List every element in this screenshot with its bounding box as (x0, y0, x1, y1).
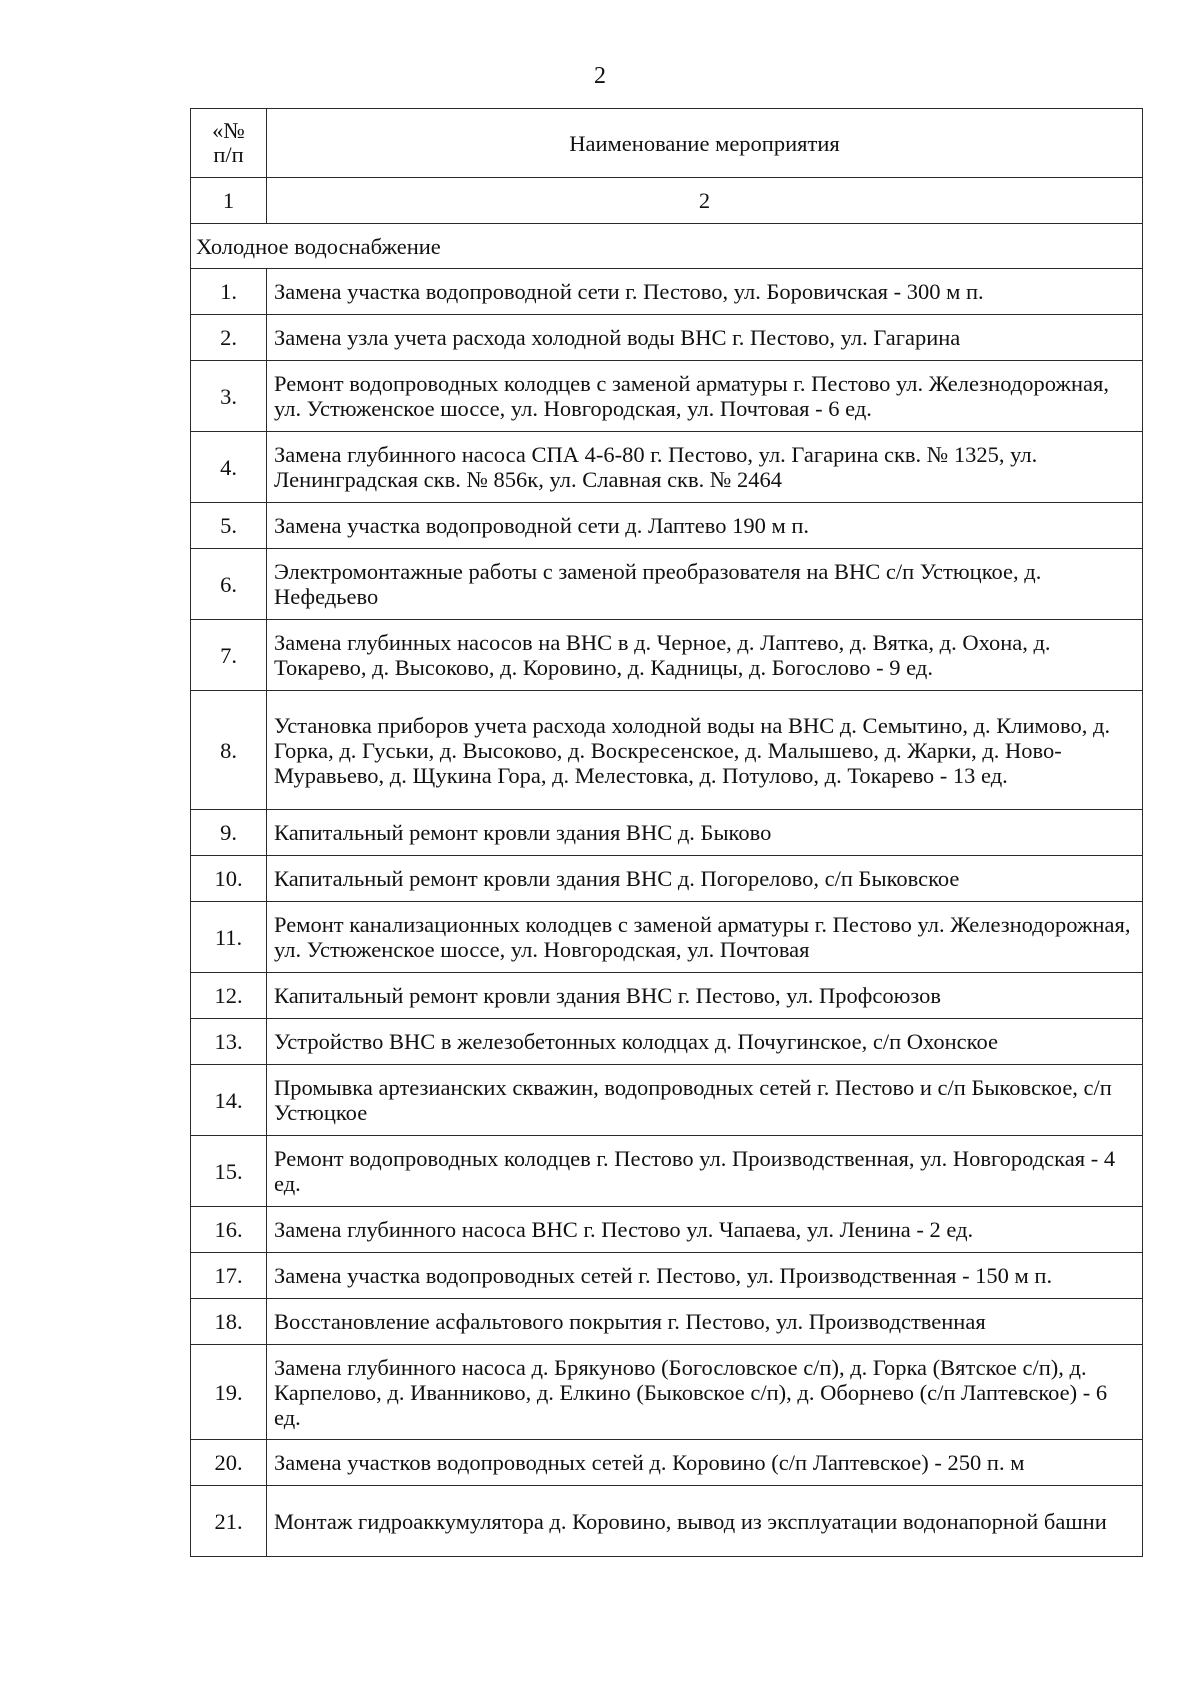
table-row (191, 973, 1143, 1019)
table-row (191, 549, 1143, 620)
section-title: Холодное водоснабжение (191, 224, 1143, 269)
row-measure-text: Установка приборов учета расхода холодной воды на ВНС д. Семытино, д. Климово, д. Горка, д. Гуськи, д. Высоково, д. Воскресенское, д. Малышево, д. Жарки, д. Ново-Муравьево, д. Щукина Гора, д. Мелестовка, д. Потулово, д. Токарево - 13 ед. (267, 691, 1143, 810)
row-measure-text: Ремонт водопроводных колодцев г. Пестово ул. Производственная, ул. Новгородская - 4 ед. (267, 1136, 1143, 1207)
row-number: 11. (191, 902, 267, 973)
row-number: 15. (191, 1136, 267, 1207)
row-measure-text: Промывка артезианских скважин, водопроводных сетей г. Пестово и с/п Быковское, с/п Устюцкое (267, 1065, 1143, 1136)
table-row (191, 503, 1143, 549)
row-number: 14. (191, 1065, 267, 1136)
table-row (191, 620, 1143, 691)
section-row (191, 224, 1143, 269)
row-measure-text: Устройство ВНС в железобетонных колодцах д. Почугинское, с/п Охонское (267, 1019, 1143, 1065)
header-number-line1: «№ (212, 118, 245, 143)
row-number: 21. (191, 1486, 267, 1557)
row-measure-text: Электромонтажные работы с заменой преобразователя на ВНС с/п Устюцкое, д. Нефедьево (267, 549, 1143, 620)
row-measure-text: Капитальный ремонт кровли здания ВНС д. Быково (267, 810, 1143, 856)
row-number: 6. (191, 549, 267, 620)
table-row (191, 1065, 1143, 1136)
row-number: 16. (191, 1207, 267, 1253)
header-name-cell: Наименование мероприятия (267, 109, 1143, 178)
table-row (191, 315, 1143, 361)
page-number: 2 (594, 63, 606, 89)
row-number: 1. (191, 269, 267, 315)
table-row (191, 1440, 1143, 1486)
row-measure-text: Ремонт водопроводных колодцев с заменой арматуры г. Пестово ул. Железнодорожная, ул. Устюженское шоссе, ул. Новгородская, ул. Почтовая - 6 ед. (267, 361, 1143, 432)
row-number: 17. (191, 1253, 267, 1299)
row-measure-text: Капитальный ремонт кровли здания ВНС д. Погорелово, с/п Быковское (267, 856, 1143, 902)
row-measure-text: Замена глубинного насоса ВНС г. Пестово ул. Чапаева, ул. Ленина - 2 ед. (267, 1207, 1143, 1253)
header-number-cell (191, 109, 267, 178)
row-measure-text: Ремонт канализационных колодцев с заменой арматуры г. Пестово ул. Железнодорожная, ул. Устюженское шоссе, ул. Новгородская, ул. Почтовая (267, 902, 1143, 973)
row-measure-text: Замена глубинных насосов на ВНС в д. Черное, д. Лаптево, д. Вятка, д. Охона, д. Токарево, д. Высоково, д. Коровино, д. Кадницы, д. Богослово - 9 ед. (267, 620, 1143, 691)
row-measure-text: Замена узла учета расхода холодной воды ВНС г. Пестово, ул. Гагарина (267, 315, 1143, 361)
table-row (191, 432, 1143, 503)
row-measure-text: Замена глубинного насоса д. Брякуново (Богословское с/п), д. Горка (Вятское с/п), д. Карпелово, д. Иванниково, д. Елкино (Быковское с/п), д. Оборнево (с/п Лаптевское) - 6 ед. (267, 1345, 1143, 1440)
row-number: 19. (191, 1345, 267, 1440)
row-number: 3. (191, 361, 267, 432)
row-number: 12. (191, 973, 267, 1019)
table-row (191, 1345, 1143, 1440)
table-row (191, 1253, 1143, 1299)
row-number: 10. (191, 856, 267, 902)
table-row (191, 1207, 1143, 1253)
column-number-1: 1 (191, 178, 267, 224)
table-row (191, 361, 1143, 432)
row-measure-text: Замена участка водопроводных сетей г. Пестово, ул. Производственная - 150 м п. (267, 1253, 1143, 1299)
table-row (191, 1299, 1143, 1345)
header-number-line2: п/п (213, 142, 244, 167)
row-number: 9. (191, 810, 267, 856)
row-measure-text: Замена глубинного насоса СПА 4-6-80 г. Пестово, ул. Гагарина скв. № 1325, ул. Ленинградская скв. № 856к, ул. Славная скв. № 2464 (267, 432, 1143, 503)
column-number-row (191, 178, 1143, 224)
row-measure-text: Капитальный ремонт кровли здания ВНС г. Пестово, ул. Профсоюзов (267, 973, 1143, 1019)
row-measure-text: Восстановление асфальтового покрытия г. Пестово, ул. Производственная (267, 1299, 1143, 1345)
table-row (191, 269, 1143, 315)
row-number: 7. (191, 620, 267, 691)
table-row (191, 902, 1143, 973)
row-measure-text: Монтаж гидроаккумулятора д. Коровино, вывод из эксплуатации водонапорной башни (267, 1486, 1143, 1557)
table-row (191, 691, 1143, 810)
row-number: 13. (191, 1019, 267, 1065)
row-number: 2. (191, 315, 267, 361)
row-measure-text: Замена участка водопроводной сети д. Лаптево 190 м п. (267, 503, 1143, 549)
row-number: 5. (191, 503, 267, 549)
table-row (191, 1136, 1143, 1207)
table-row (191, 1486, 1143, 1557)
table-row (191, 1019, 1143, 1065)
column-number-2: 2 (267, 178, 1143, 224)
measures-table (190, 108, 1143, 1557)
row-measure-text: Замена участка водопроводной сети г. Пестово, ул. Боровичская - 300 м п. (267, 269, 1143, 315)
row-number: 8. (191, 691, 267, 810)
row-number: 20. (191, 1440, 267, 1486)
table-header-row (191, 109, 1143, 178)
row-number: 4. (191, 432, 267, 503)
row-measure-text: Замена участков водопроводных сетей д. Коровино (с/п Лаптевское) - 250 п. м (267, 1440, 1143, 1486)
table-row (191, 810, 1143, 856)
row-number: 18. (191, 1299, 267, 1345)
table-row (191, 856, 1143, 902)
